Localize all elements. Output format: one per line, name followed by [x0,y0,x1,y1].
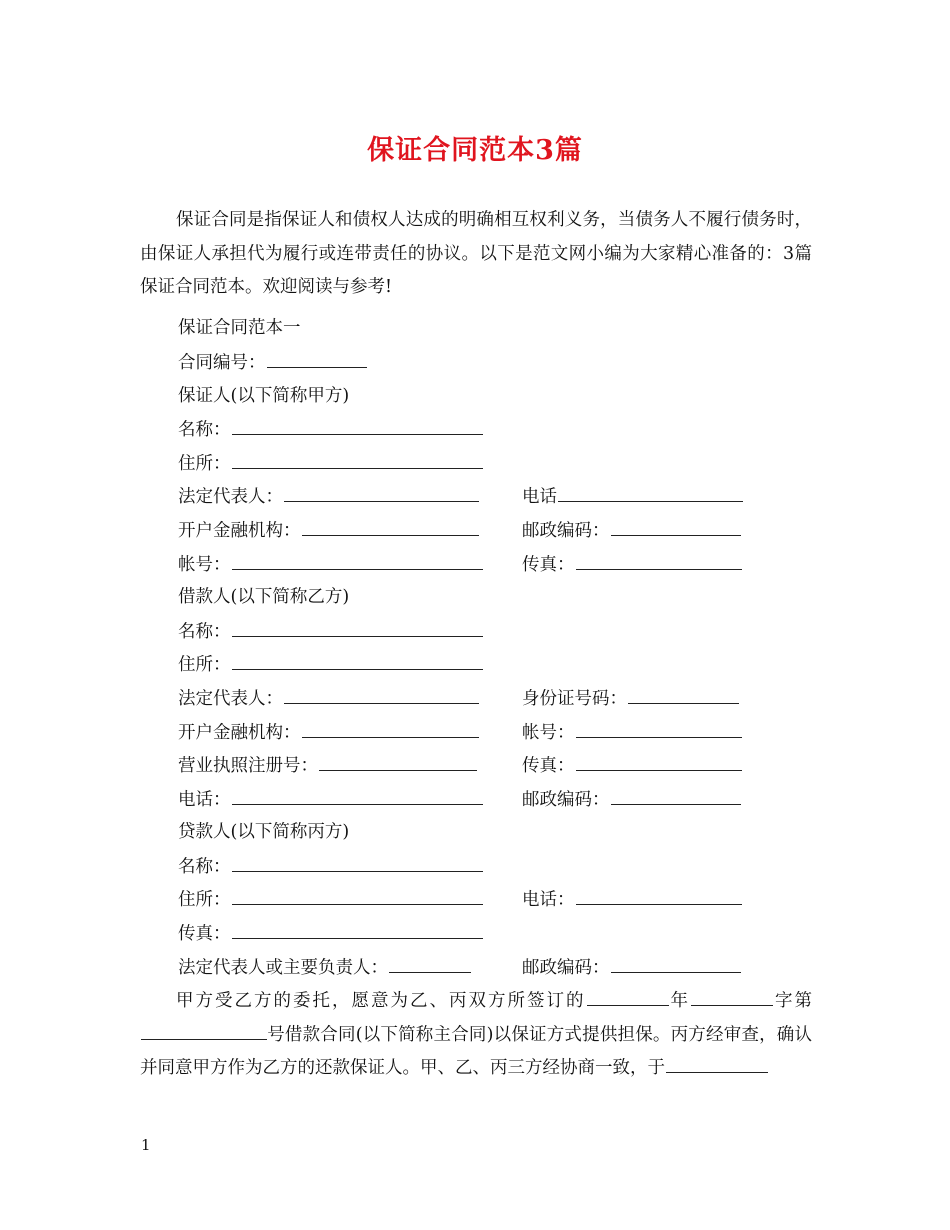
guarantor-phone-blank[interactable] [558,484,743,502]
borrower-postcode-row [522,787,741,812]
lender-rep-blank[interactable] [389,955,471,973]
guarantor-bank-row [178,518,479,543]
borrower-phone-label: 电话： [178,790,231,810]
guarantor-bank-label: 开户金融机构： [178,521,301,541]
borrower-account-row [522,720,742,745]
lender-rep-row [178,955,471,980]
guarantor-account-blank[interactable] [232,552,483,570]
body-blank-2[interactable] [691,988,773,1006]
lender-fax-row [178,921,483,946]
lender-postcode-blank[interactable] [611,955,741,973]
guarantor-address-row [178,451,483,476]
guarantor-address-blank[interactable] [232,451,483,469]
lender-heading: 贷款人(以下简称丙方) [178,822,350,842]
borrower-license-row [178,753,477,778]
body-blank-1[interactable] [587,988,669,1006]
lender-phone-label: 电话： [522,890,575,910]
guarantor-fax-label: 传真： [522,555,575,575]
lender-name-row [178,854,483,879]
guarantor-postcode-label: 邮政编码： [522,521,610,541]
borrower-legal-rep-row [178,686,479,711]
borrower-phone-blank[interactable] [232,787,483,805]
body-text-part2: 号借款合同(以下简称主合同)以保证方式提供担保。丙方经审查，确认并同意甲方作为乙方的还款保证人。甲、乙、丙三方经协商一致，于 [140,1024,812,1078]
guarantor-postcode-row [522,518,741,543]
borrower-fax-label: 传真： [522,756,575,776]
borrower-address-blank[interactable] [232,652,483,670]
lender-address-row [178,887,483,912]
guarantor-legal-rep-label: 法定代表人： [178,487,283,507]
lender-phone-row [522,887,742,912]
page-number: 1 [141,1136,151,1154]
lender-name-label: 名称： [178,857,231,877]
guarantor-address-label: 住所： [178,454,231,474]
guarantor-postcode-blank[interactable] [611,518,741,536]
guarantor-account-row [178,552,483,577]
guarantor-phone-row [522,484,743,509]
borrower-bank-label: 开户金融机构： [178,723,301,743]
body-year: 年 [668,991,690,1011]
guarantor-legal-rep-row [178,484,479,509]
borrower-name-row [178,619,483,644]
guarantor-heading: 保证人(以下简称甲方) [178,386,350,406]
borrower-heading: 借款人(以下简称乙方) [178,587,350,607]
body-blank-3[interactable] [141,1022,267,1040]
borrower-address-row [178,652,483,677]
lender-address-blank[interactable] [232,887,483,905]
borrower-postcode-label: 邮政编码： [522,790,610,810]
lender-name-blank[interactable] [232,854,483,872]
borrower-id-label: 身份证号码： [522,689,627,709]
borrower-license-blank[interactable] [319,753,477,771]
guarantor-phone-label: 电话 [522,487,557,507]
contract-number-blank[interactable] [267,350,367,368]
borrower-id-blank[interactable] [628,686,739,704]
contract-number-row [178,350,367,375]
guarantor-bank-blank[interactable] [302,518,479,536]
borrower-legal-rep-blank[interactable] [284,686,479,704]
lender-address-label: 住所： [178,890,231,910]
guarantor-fax-row [522,552,742,577]
borrower-name-label: 名称： [178,622,231,642]
lender-fax-blank[interactable] [232,921,483,939]
lender-postcode-row [522,955,741,980]
sample1-heading: 保证合同范本一 [178,318,301,338]
lender-rep-label: 法定代表人或主要负责人： [178,958,388,978]
borrower-name-blank[interactable] [232,619,483,637]
borrower-account-blank[interactable] [576,720,742,738]
lender-postcode-label: 邮政编码： [522,958,610,978]
guarantor-legal-rep-blank[interactable] [284,484,479,502]
document-title: 保证合同范本3篇 [367,135,583,166]
borrower-bank-row [178,720,479,745]
borrower-fax-blank[interactable] [576,753,742,771]
body-word: 字第 [773,991,812,1011]
borrower-legal-rep-label: 法定代表人： [178,689,283,709]
guarantor-name-label: 名称： [178,420,231,440]
guarantor-name-row [178,417,483,442]
guarantor-account-label: 帐号： [178,555,231,575]
borrower-account-label: 帐号： [522,723,575,743]
borrower-bank-blank[interactable] [302,720,479,738]
borrower-license-label: 营业执照注册号： [178,756,318,776]
body-text-part1: 甲方受乙方的委托，愿意为乙、丙双方所签订的 [176,991,586,1011]
body-blank-4[interactable] [666,1055,768,1073]
intro-paragraph: 保证合同是指保证人和债权人达成的明确相互权利义务，当债务人不履行债务时，由保证人承担代为履行或连带责任的协议。以下是范文网小编为大家精心准备的：3篇保证合同范本。欢迎阅读与参考! [140,210,812,297]
lender-phone-blank[interactable] [576,887,742,905]
body-paragraph [140,985,812,1086]
borrower-postcode-blank[interactable] [611,787,741,805]
borrower-phone-row [178,787,483,812]
contract-number-label: 合同编号： [178,353,266,373]
lender-fax-label: 传真： [178,924,231,944]
borrower-id-row [522,686,739,711]
borrower-fax-row [522,753,742,778]
guarantor-fax-blank[interactable] [576,552,742,570]
borrower-address-label: 住所： [178,655,231,675]
guarantor-name-blank[interactable] [232,417,483,435]
